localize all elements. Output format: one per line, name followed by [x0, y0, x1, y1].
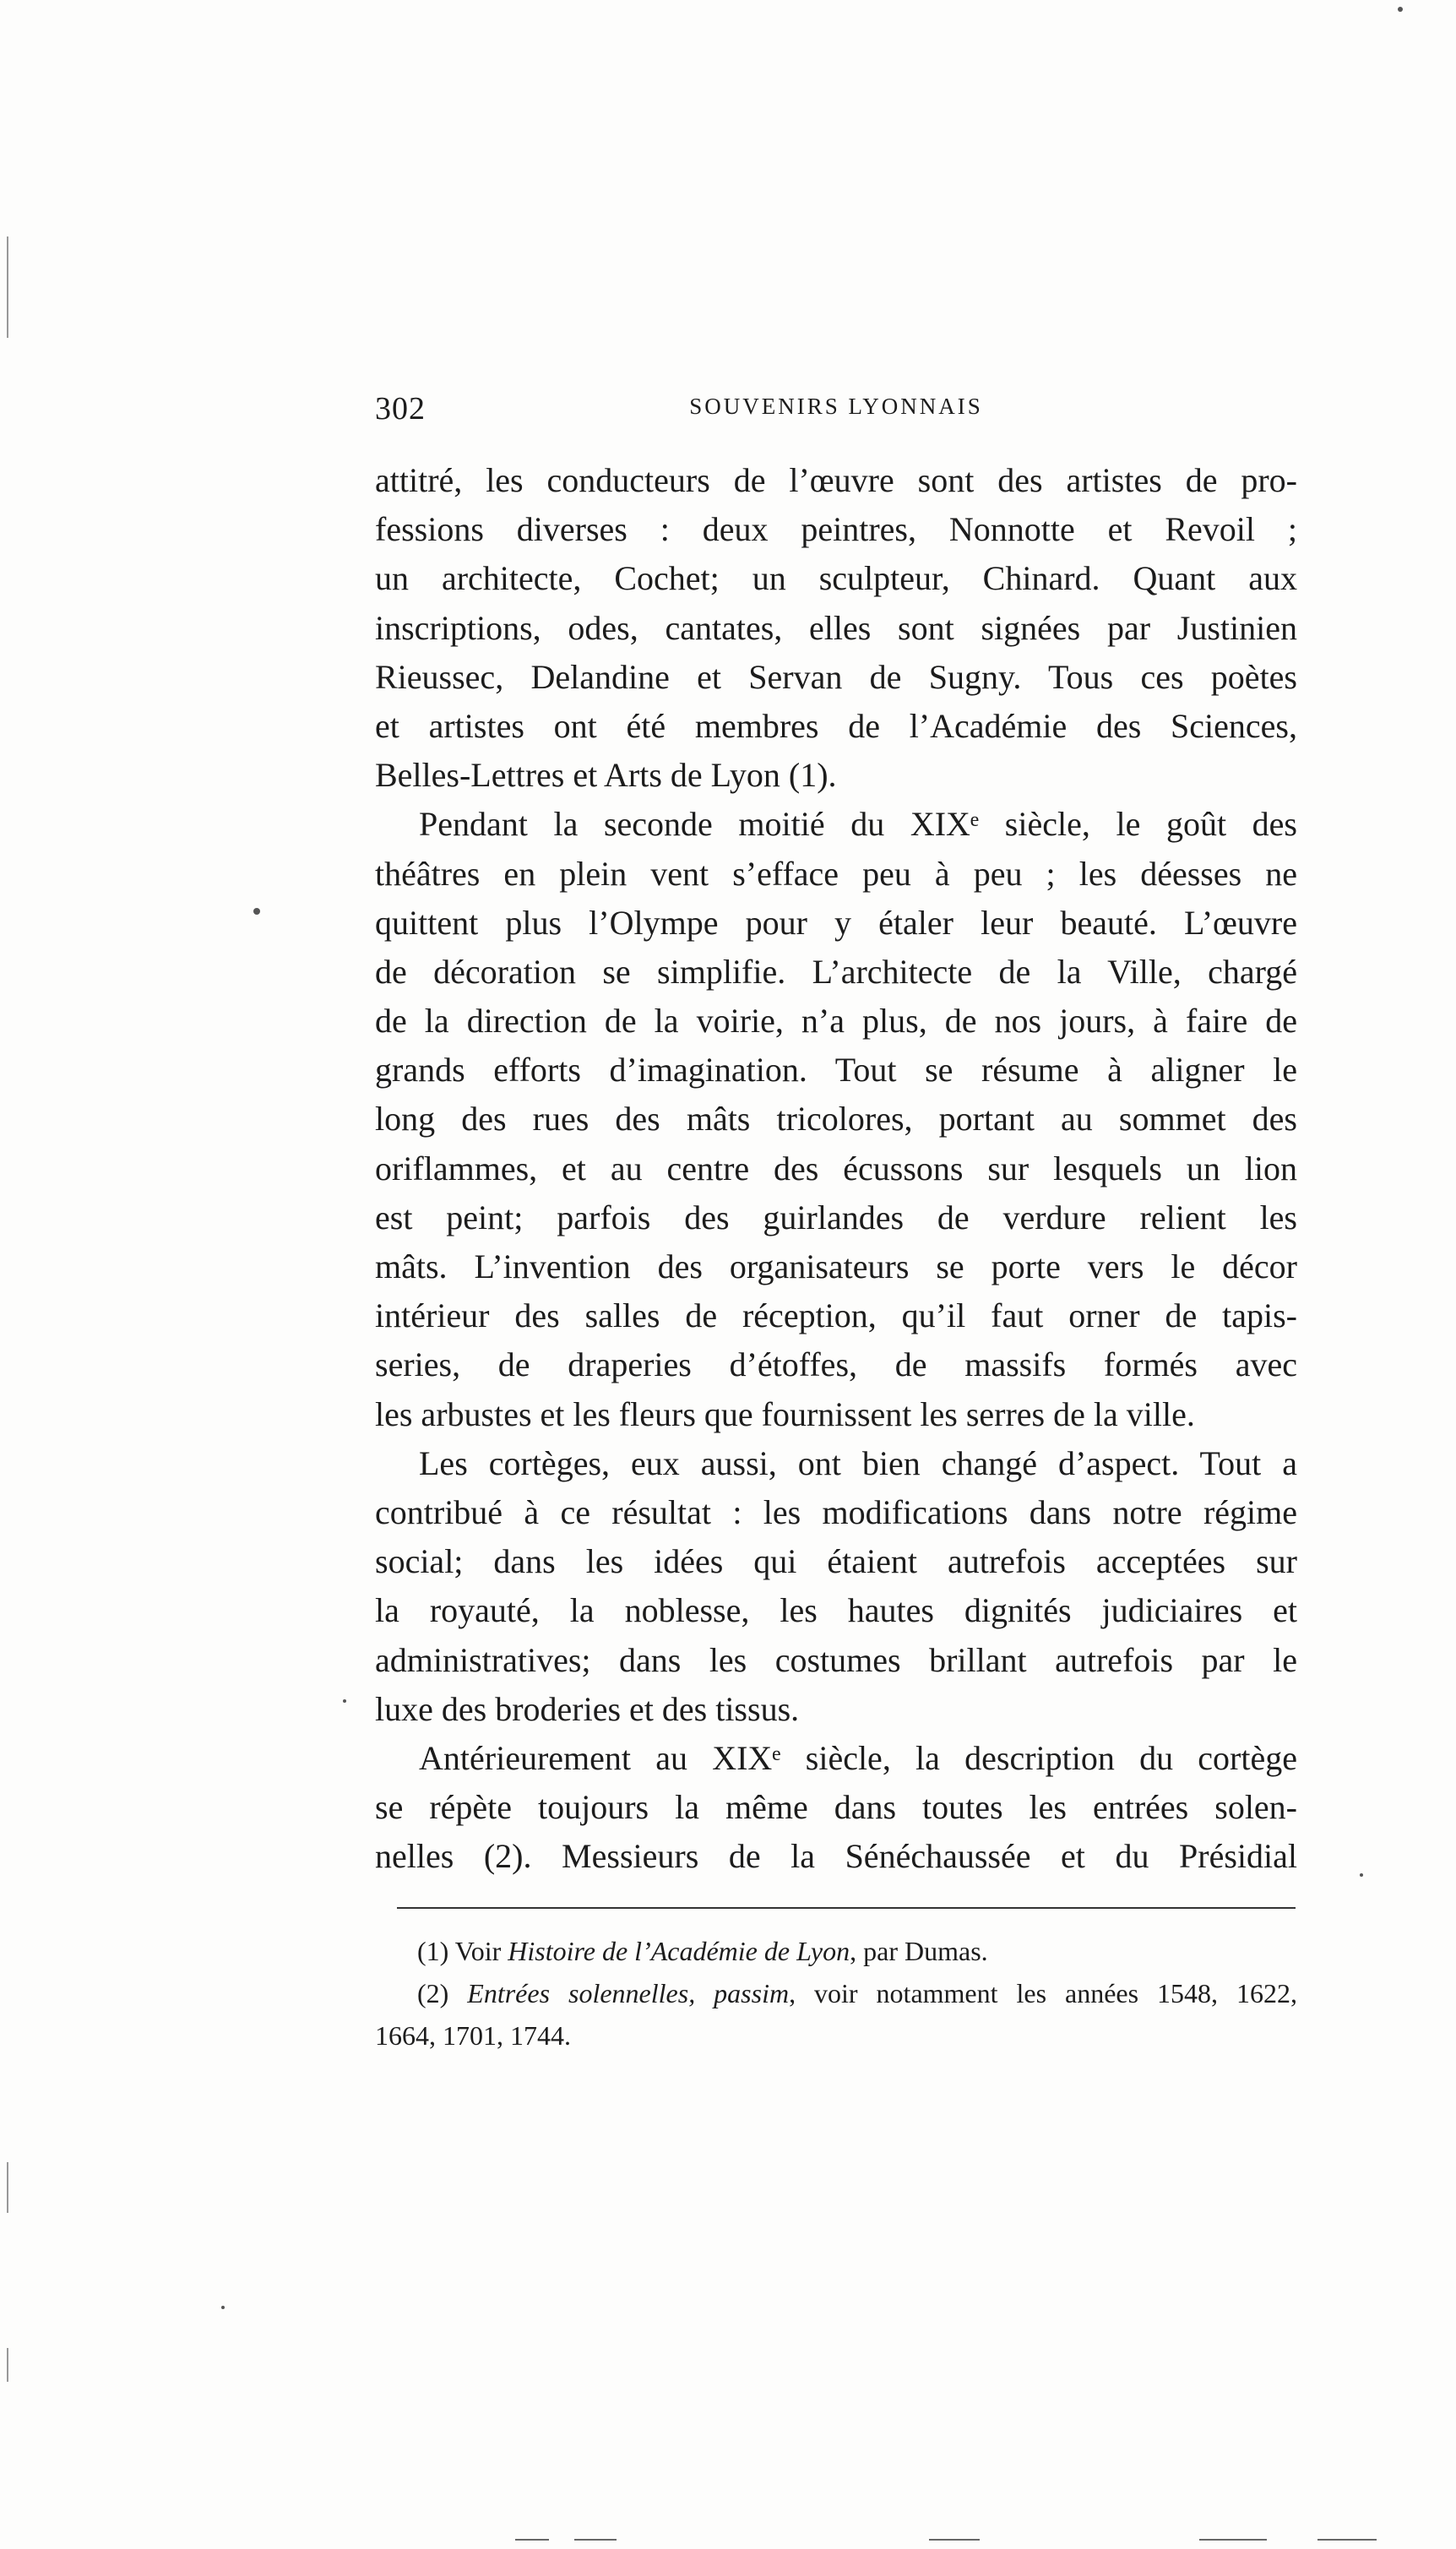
text-line: inscriptions, odes, cantates, elles sont signées par Justinien [375, 608, 1297, 647]
text-line: intérieur des salles de réception, qu’il faut orner de tapis- [375, 1296, 1297, 1335]
text-line: et artistes ont été membres de l’Académie des Sciences, [375, 706, 1297, 745]
footnote-rule [397, 1907, 1296, 1909]
text-line: se répète toujours la même dans toutes les entrées solen- [375, 1788, 1297, 1827]
scan-bottom-dash [1317, 2539, 1377, 2541]
text-line: nelles (2). Messieurs de la Sénéchaussée et du Présidial [375, 1837, 1297, 1876]
text-line: Belles-Lettres et Arts de Lyon (1). [375, 756, 837, 795]
text-line: de la direction de la voirie, n’a plus, de nos jours, à faire de [375, 1002, 1297, 1041]
text-line: series, de draperies d’étoffes, de massifs formés avec [375, 1345, 1297, 1384]
text-line: attitré, les conducteurs de l’œuvre sont des artistes de pro- [375, 461, 1297, 499]
text-line: contribué à ce résultat : les modifications dans notre régime [375, 1492, 1297, 1531]
text-line: Rieussec, Delandine et Servan de Sugny. Tous ces poètes [375, 657, 1297, 696]
text-line: est peint; parfois des guirlandes de verdure relient les [375, 1198, 1297, 1236]
text-line: Antérieurement au XIXᵉ siècle, la description du cortège [419, 1738, 1297, 1777]
text-line: oriflammes, et au centre des écussons sur lesquels un lion [375, 1149, 1297, 1188]
scan-speck [343, 1699, 346, 1703]
text-line: luxe des broderies et des tissus. [375, 1689, 800, 1728]
footnote: (1) Voir Histoire de l’Académie de Lyon, par Dumas. [417, 1936, 988, 1966]
scan-speck [221, 2306, 225, 2309]
text-line: de décoration se simplifie. L’architecte de la Ville, chargé [375, 952, 1297, 991]
text-line: un architecte, Cochet; un sculpteur, Chinard. Quant aux [375, 559, 1297, 598]
footnote: (2) Entrées solennelles, passim, voir notamment les années 1548, 1622, [417, 1978, 1297, 2008]
text-line: administratives; dans les costumes brillant autrefois par le [375, 1640, 1297, 1679]
text-line: Les cortèges, eux aussi, ont bien changé d’aspect. Tout a [419, 1443, 1297, 1482]
scan-speck [1398, 7, 1403, 12]
scan-bottom-dash [929, 2539, 980, 2541]
text-line: Pendant la seconde moitié du XIXᵉ siècle, le goût des [419, 805, 1297, 844]
scan-edge-mark [7, 236, 8, 338]
text-line: grands efforts d’imagination. Tout se résume à aligner le [375, 1051, 1297, 1090]
running-title: SOUVENIRS LYONNAIS [689, 394, 983, 419]
footnote-continuation: 1664, 1701, 1744. [375, 2020, 571, 2051]
text-line: les arbustes et les fleurs que fournissent les serres de la ville. [375, 1394, 1195, 1433]
page-number: 302 [375, 391, 426, 427]
text-line: long des rues des mâts tricolores, portant au sommet des [375, 1100, 1297, 1139]
text-line: fessions diverses : deux peintres, Nonnotte et Revoil ; [375, 510, 1297, 549]
running-head [375, 390, 1297, 432]
text-line: social; dans les idées qui étaient autrefois acceptées sur [375, 1542, 1297, 1581]
scan-bottom-dash [574, 2539, 617, 2541]
scan-bottom-dash [515, 2539, 549, 2541]
text-line: mâts. L’invention des organisateurs se porte vers le décor [375, 1247, 1297, 1285]
footnotes [375, 1930, 1297, 2057]
scan-bottom-dash [1199, 2539, 1267, 2541]
scan-edge-mark [7, 2348, 8, 2382]
scan-speck [253, 908, 260, 915]
text-line: quittent plus l’Olympe pour y étaler leur beauté. L’œuvre [375, 903, 1297, 942]
scan-edge-mark [7, 2162, 8, 2213]
text-line: théâtres en plein vent s’efface peu à peu ; les déesses ne [375, 854, 1297, 893]
text-line: la royauté, la noblesse, les hautes dignités judiciaires et [375, 1591, 1297, 1630]
scan-speck [1360, 1873, 1363, 1877]
body-text [375, 456, 1297, 1881]
